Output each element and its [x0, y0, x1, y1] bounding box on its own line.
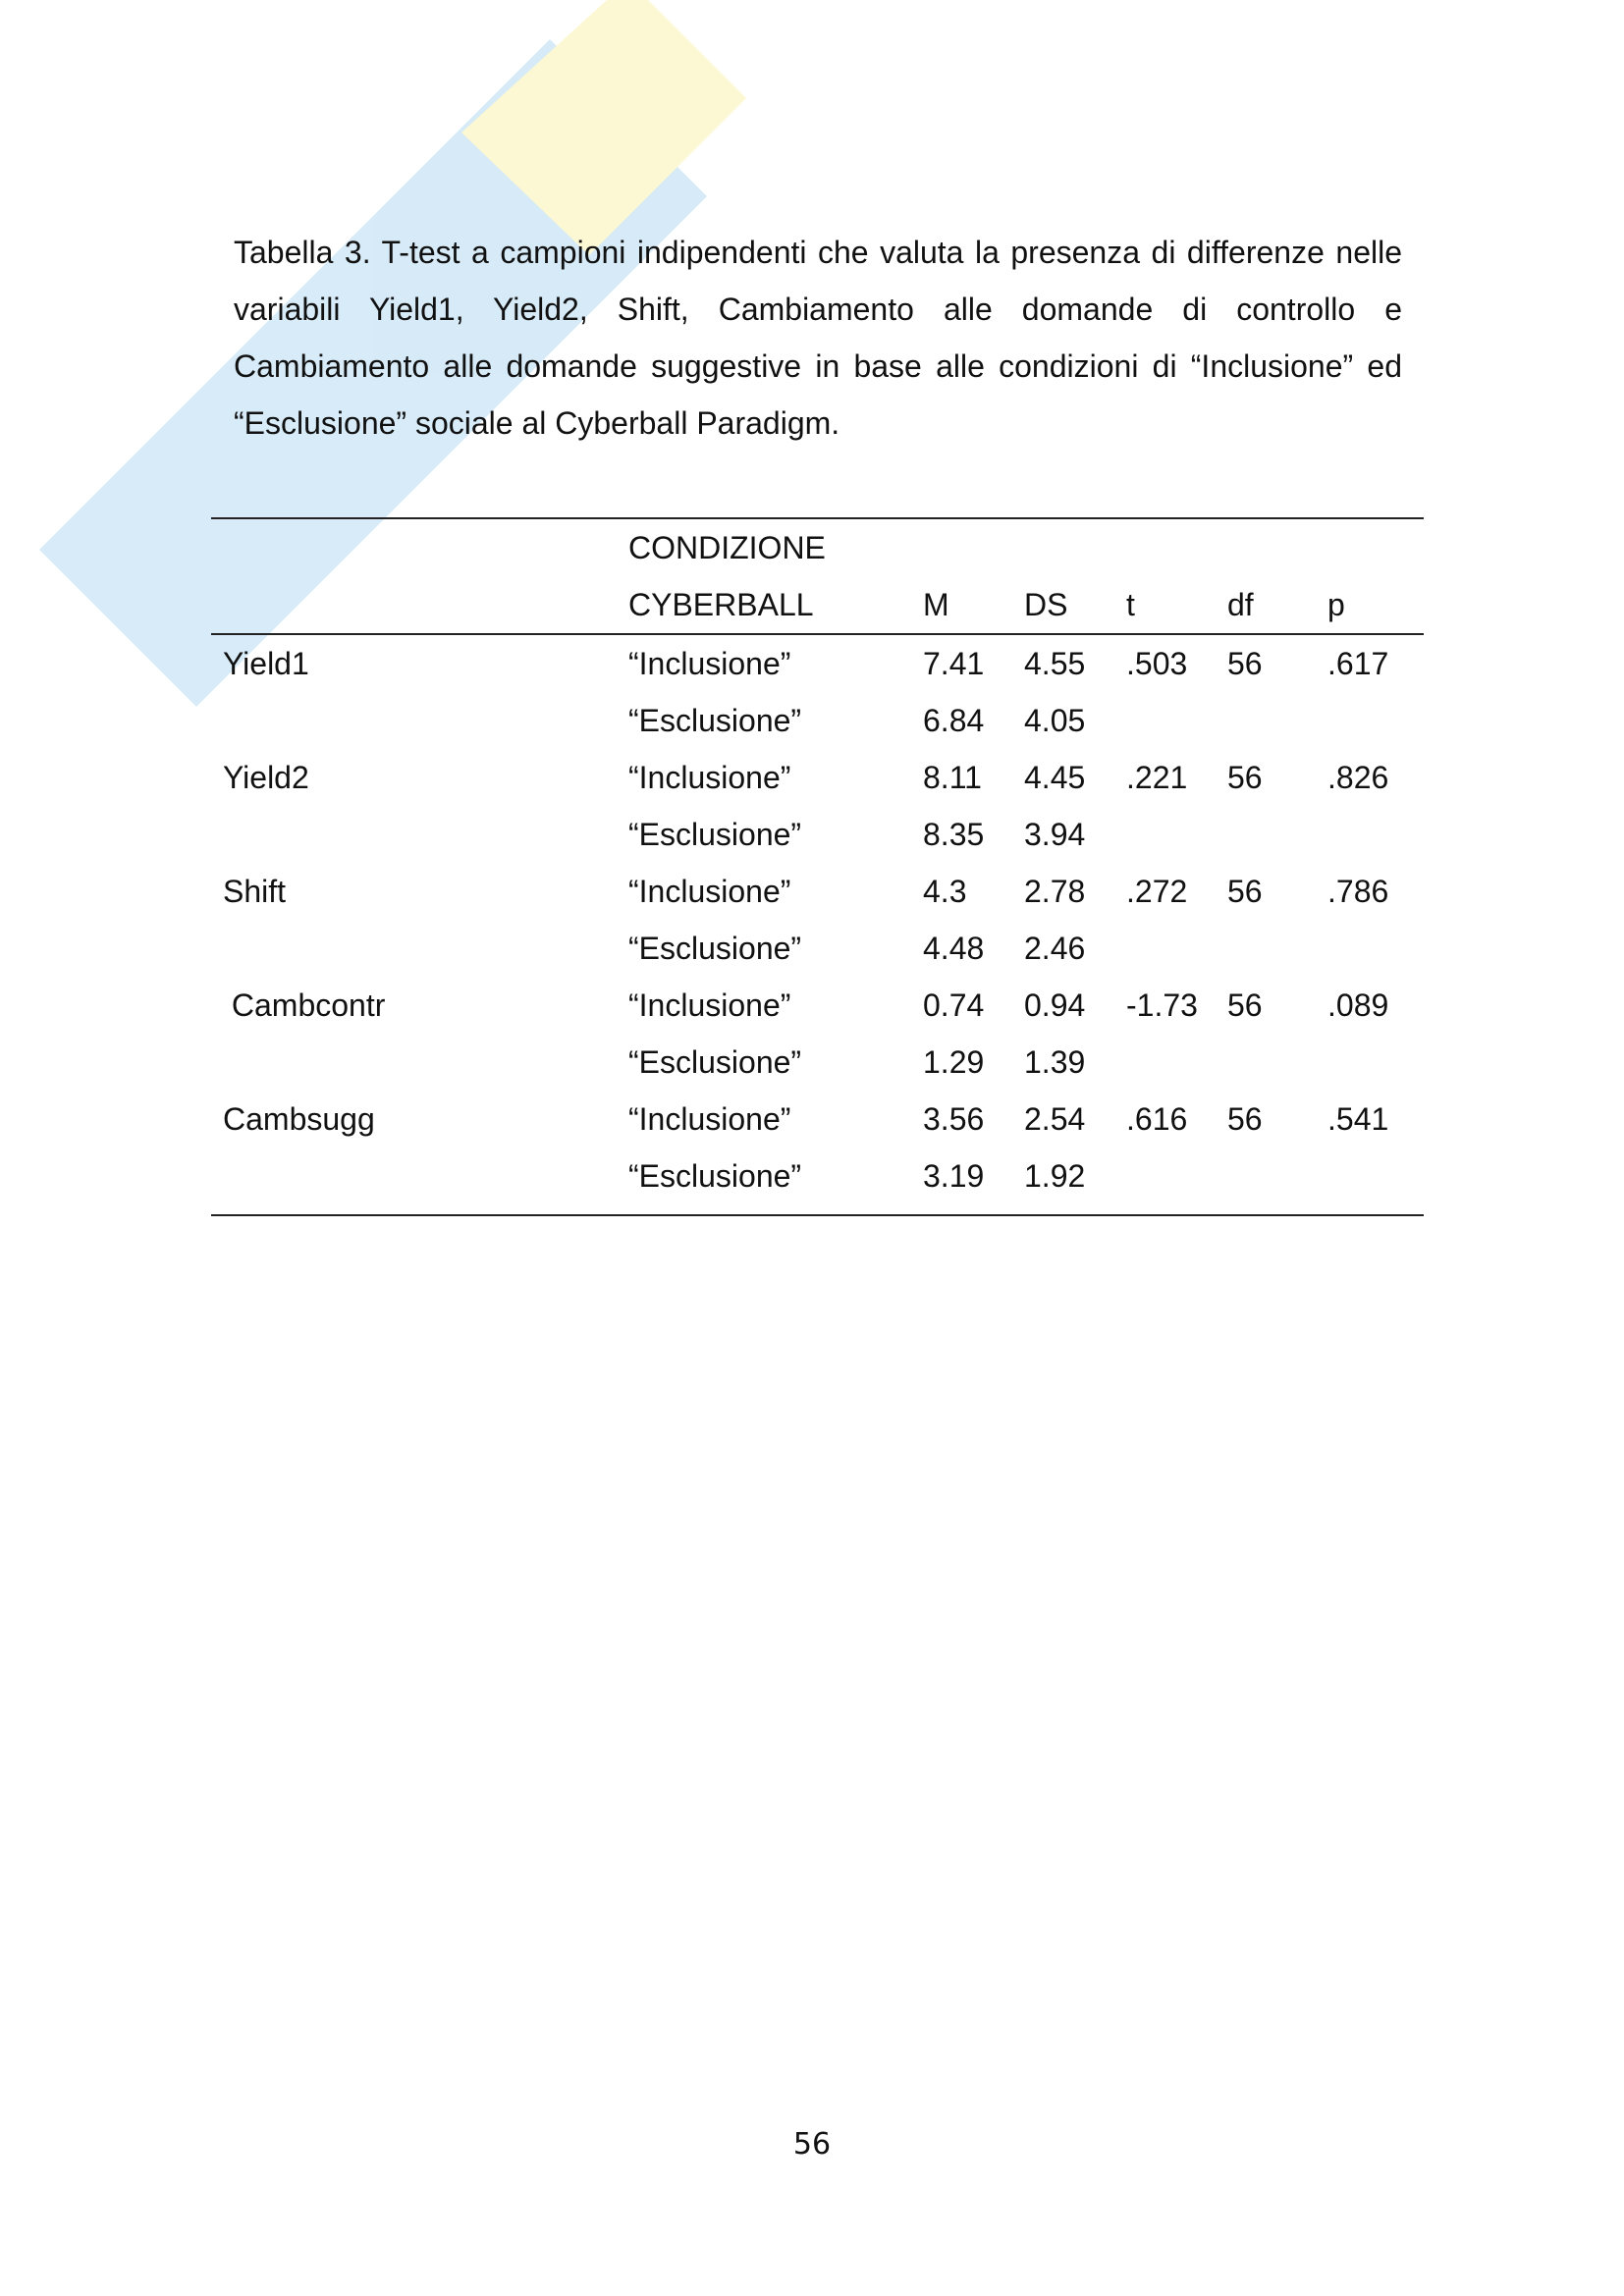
cell-ds: 4.45	[1024, 760, 1086, 795]
page-number: 56	[792, 2127, 832, 2162]
cell-p: .541	[1327, 1101, 1389, 1137]
table-row	[211, 863, 1424, 920]
cell-p: .617	[1327, 646, 1389, 681]
header-df: df	[1227, 587, 1254, 622]
header-p: p	[1327, 587, 1345, 622]
table-row	[211, 749, 1424, 806]
cell-p: .089	[1327, 988, 1389, 1023]
cell-ds: 0.94	[1024, 988, 1086, 1023]
table-row	[211, 635, 1424, 692]
header-t: t	[1126, 587, 1135, 622]
cell-m: 8.35	[923, 817, 985, 852]
cell-p: .786	[1327, 874, 1389, 909]
table-row	[211, 1148, 1424, 1214]
cell-df: 56	[1227, 988, 1263, 1023]
cell-m: 6.84	[923, 703, 985, 738]
cell-condition: “Esclusione”	[628, 817, 802, 852]
header-condition-line1: CONDIZIONE	[628, 530, 826, 565]
cell-df: 56	[1227, 1101, 1263, 1137]
cell-condition: “Esclusione”	[628, 931, 802, 966]
table-caption: Tabella 3. T-test a campioni indipendenti che valuta la presenza di differenze nelle variabili Yield1, Yield2, Shift, Cambiamento alle domande di controllo e Cambiamento alle domande suggestive in base alle condizioni di “Inclusione” ed “Esclusione” sociale al Cyberball Paradigm.	[234, 235, 1402, 441]
header-ds: DS	[1024, 587, 1068, 622]
cell-condition: “Inclusione”	[628, 760, 791, 795]
watermark-tagline	[107, 761, 172, 826]
table-row	[211, 692, 1424, 749]
cell-t: .616	[1126, 1101, 1188, 1137]
t-test-table	[211, 517, 1424, 1216]
header-condition-line2: CYBERBALL	[628, 587, 814, 622]
cell-m: 0.74	[923, 988, 985, 1023]
cell-ds: 1.92	[1024, 1158, 1086, 1194]
table-header-row	[211, 519, 1424, 635]
cell-variable: Cambsugg	[223, 1101, 375, 1137]
cell-t: .221	[1126, 760, 1188, 795]
cell-m: 3.19	[923, 1158, 985, 1194]
cell-condition: “Esclusione”	[628, 1158, 802, 1194]
cell-ds: 2.54	[1024, 1101, 1086, 1137]
header-m: M	[923, 587, 949, 622]
cell-t: .503	[1126, 646, 1188, 681]
cell-m: 8.11	[923, 760, 982, 795]
cell-variable: Cambcontr	[223, 988, 386, 1023]
cell-m: 4.48	[923, 931, 985, 966]
cell-df: 56	[1227, 760, 1263, 795]
cell-m: 7.41	[923, 646, 985, 681]
cell-condition: “Esclusione”	[628, 703, 802, 738]
cell-ds: 2.78	[1024, 874, 1086, 909]
cell-t: .272	[1126, 874, 1188, 909]
cell-condition: “Inclusione”	[628, 646, 791, 681]
cell-variable: Shift	[223, 874, 287, 909]
cell-t: -1.73	[1126, 988, 1198, 1023]
cell-ds: 1.39	[1024, 1044, 1086, 1080]
table-row	[211, 977, 1424, 1034]
cell-df: 56	[1227, 874, 1263, 909]
cell-variable: Yield2	[223, 760, 309, 795]
cell-p: .826	[1327, 760, 1389, 795]
cell-condition: “Inclusione”	[628, 988, 791, 1023]
cell-ds: 4.05	[1024, 703, 1086, 738]
cell-m: 4.3	[923, 874, 967, 909]
table-row	[211, 1091, 1424, 1148]
cell-ds: 2.46	[1024, 931, 1086, 966]
cell-condition: “Inclusione”	[628, 1101, 791, 1137]
table-row	[211, 806, 1424, 863]
cell-variable: Yield1	[223, 646, 309, 681]
table-row	[211, 1034, 1424, 1091]
cell-m: 3.56	[923, 1101, 985, 1137]
cell-df: 56	[1227, 646, 1263, 681]
cell-ds: 3.94	[1024, 817, 1086, 852]
cell-condition: “Esclusione”	[628, 1044, 802, 1080]
cell-condition: “Inclusione”	[628, 874, 791, 909]
cell-ds: 4.55	[1024, 646, 1086, 681]
cell-m: 1.29	[923, 1044, 985, 1080]
table-row	[211, 920, 1424, 977]
